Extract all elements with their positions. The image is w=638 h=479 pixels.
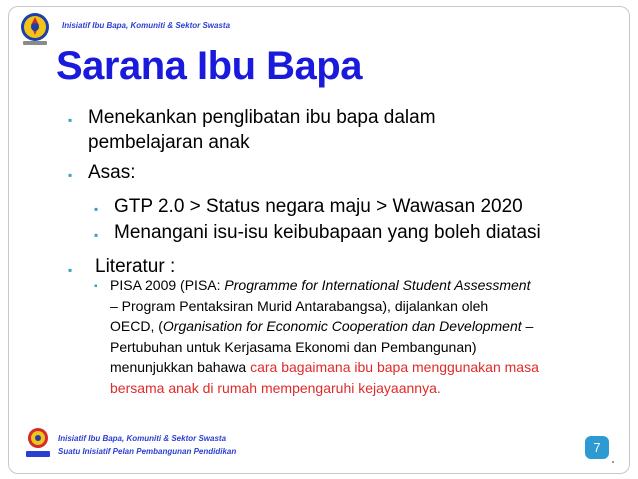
ministry-crest-logo <box>17 11 53 49</box>
highlighted-finding: cara bagaimana ibu bapa menggunakan masa <box>250 359 539 375</box>
highlighted-finding: bersama anak di rumah mempengaruhi kejayaannya. <box>110 379 441 396</box>
page-number-badge: 7 <box>585 436 609 459</box>
bullet-marker: ▪ <box>94 228 99 242</box>
bullet-marker: ▪ <box>68 263 73 277</box>
literatur-line: – Program Pentaksiran Murid Antarabangsa), dijalankan oleh <box>110 297 489 314</box>
bullet-marker: ▪ <box>94 281 98 292</box>
footer-line-2: Suatu Inisiatif Pelan Pembangunan Pendidikan <box>58 447 237 456</box>
corner-marker <box>612 461 614 463</box>
literatur-line <box>110 357 610 378</box>
literatur-text: menunjukkan bahawa <box>110 359 251 375</box>
literatur-line <box>110 275 610 296</box>
bullet-marker: ▪ <box>94 202 99 216</box>
literatur-text: – <box>521 318 534 334</box>
bullet-text: Asas: <box>88 162 136 183</box>
bullet-marker: ▪ <box>68 168 73 182</box>
bullet-text: Menekankan penglibatan ibu bapa dalam <box>88 107 436 128</box>
literatur-line: Pertubuhan untuk Kerjasama Ekonomi dan Pembangunan) <box>110 338 477 355</box>
header-initiative-text: Inisiatif Ibu Bapa, Komuniti & Sektor Swasta <box>62 21 231 30</box>
literatur-text: OECD, ( <box>110 318 163 334</box>
sub-bullet-text: GTP 2.0 > Status negara maju > Wawasan 2020 <box>114 196 523 217</box>
pisa-full-name: Programme for International Student Assessment <box>224 277 531 293</box>
literatur-paragraph <box>110 275 610 398</box>
sub-bullet-text: Menangani isu-isu keibubapaan yang boleh diatasi <box>114 222 541 243</box>
literatur-line <box>110 316 610 337</box>
literatur-text: PISA 2009 (PISA: <box>110 277 225 293</box>
footer-line-1: Inisiatif Ibu Bapa, Komuniti & Sektor Swasta <box>58 434 227 443</box>
footer-crest-logo <box>22 426 54 462</box>
bullet-text: pembelajaran anak <box>88 132 250 153</box>
oecd-full-name: Organisation for Economic Cooperation dan Development <box>162 318 522 334</box>
bullet-text: Literatur : <box>95 256 176 277</box>
bullet-marker: ▪ <box>68 113 73 127</box>
slide-title: Sarana Ibu Bapa <box>56 44 362 88</box>
